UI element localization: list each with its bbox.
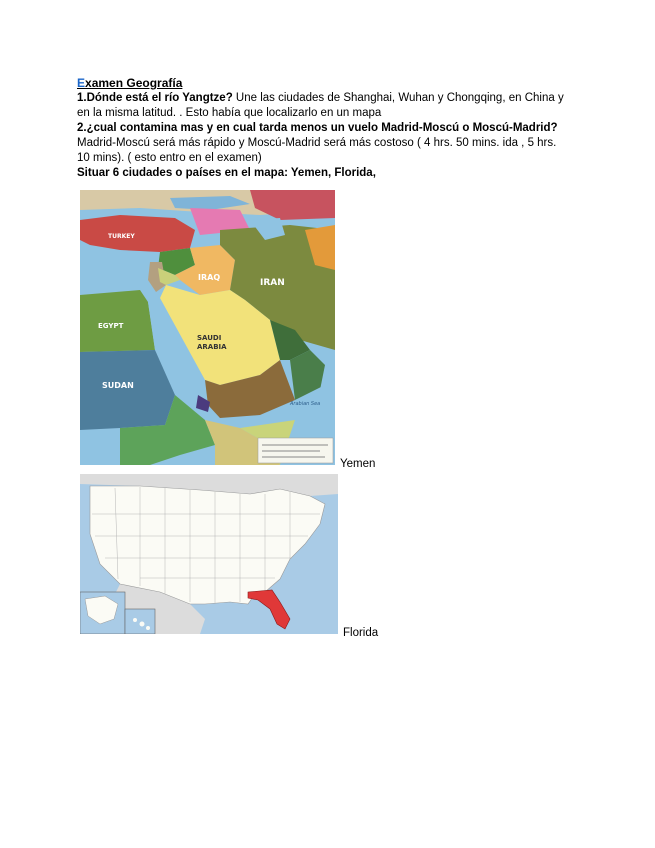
label-iran: IRAN (260, 278, 285, 288)
label-sudan: SUDAN (102, 381, 134, 390)
label-turkey: TURKEY (108, 233, 135, 240)
question-1 (77, 91, 582, 106)
label-iraq: IRAQ (198, 273, 221, 282)
title-rest: xamen Geografía (85, 76, 183, 90)
answer-2-line1: Madrid-Moscú será más rápido y Moscú-Madrid será más costoso ( 4 hrs. 50 mins. ida , 5 hrs. (77, 137, 557, 149)
question-3-text: Situar 6 ciudades o países en el mapa: Yemen, Florida, (77, 167, 376, 179)
answer-1-part2: en la misma latitud. . Esto había que localizarlo en un mapa (77, 107, 382, 119)
answer-1-part1: Une las ciudades de Shanghai, Wuhan y Chongqing, en China y (232, 92, 564, 104)
document-title (77, 76, 582, 91)
question-2-text: 2.¿cual contamina mas y en cual tarda menos un vuelo Madrid-Moscú o Moscú-Madrid? (77, 122, 558, 134)
title-first-letter: E (77, 76, 86, 90)
label-egypt: EGYPT (98, 322, 124, 330)
question-1-text: 1.Dónde está el río Yangtze? (77, 92, 233, 104)
florida-caption: Florida (343, 627, 379, 639)
yemen-caption: Yemen (340, 458, 376, 470)
label-saudi: SAUDI (197, 334, 222, 342)
label-arabia: ARABIA (197, 343, 227, 351)
document-body (77, 76, 582, 181)
label-arabian-sea: Arabian Sea (290, 401, 321, 407)
middle-east-map (80, 190, 335, 465)
usa-map (80, 474, 338, 634)
answer-2-line2: 10 mins). ( esto entro en el examen) (77, 152, 262, 164)
